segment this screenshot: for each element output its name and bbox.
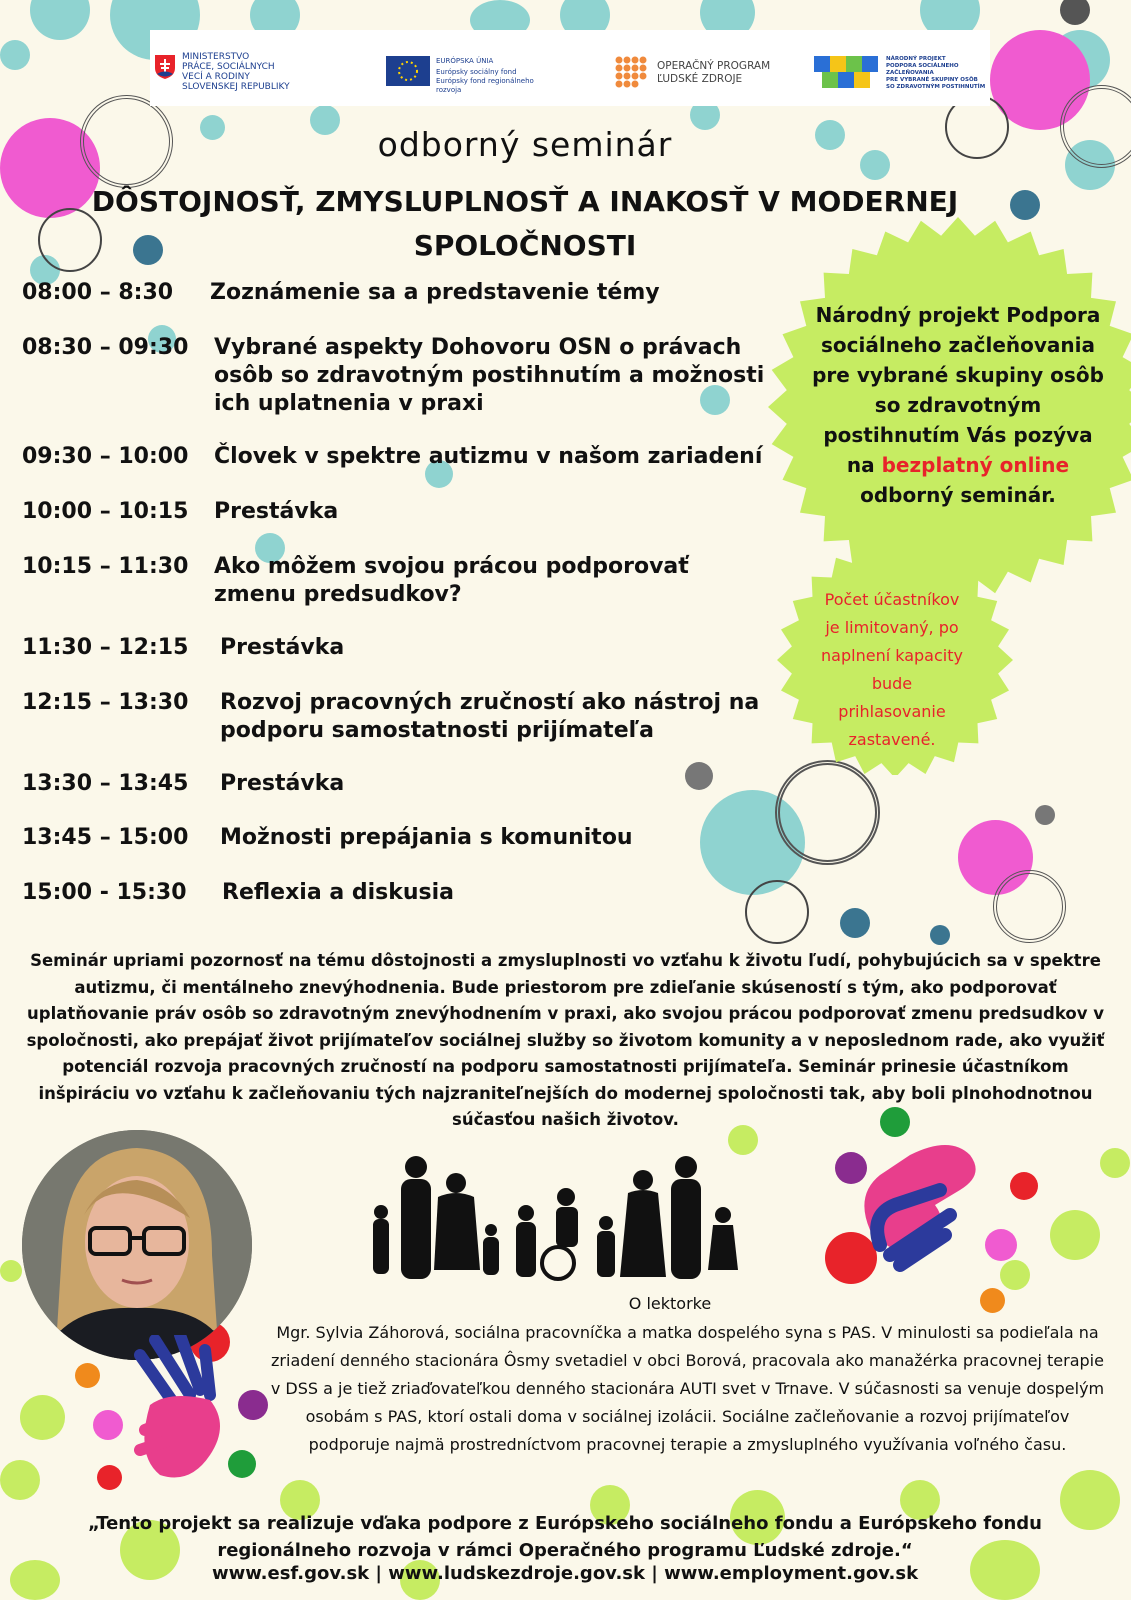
puzzle-icon [814, 52, 882, 90]
schedule-topic: Prestávka [214, 499, 339, 524]
invite-text-lead: Národný projekt Podpora sociálneho začleňovania pre vybrané skupiny osôb so zdravotným postihnutím Vás pozýva na [812, 303, 1104, 477]
schedule-time: 10:00 – 10:15 [22, 499, 189, 524]
page-title: DÔSTOJNOSŤ, ZMYSLUPLNOSŤ A INAKOSŤ V MODERNEJ SPOLOČNOSTI [91, 185, 959, 262]
family-silhouette-icon [366, 1155, 746, 1285]
footer-links: www.esf.gov.sk | www.ludskezdroje.gov.sk | www.employment.gov.sk [211, 1563, 919, 1584]
op-dots-icon [615, 56, 647, 88]
schedule-time: 10:15 – 11:30 [22, 554, 189, 579]
eu-flag-icon [386, 56, 430, 86]
invite-text [808, 300, 1108, 510]
capacity-text: Počet účastníkov je limitovaný, po naplnení kapacity bude prihlasovanie zastavené. [821, 590, 963, 749]
schedule-topic: Človek v spektre autizmu v našom zariadení [214, 444, 763, 469]
invite-highlight: bezplatný online [881, 453, 1070, 477]
schedule-topic: Rozvoj pracovných zručností ako nástroj na podporu samostatnosti prijímateľa [220, 690, 760, 743]
seminar-description: Seminár upriami pozornosť na tému dôstojnosti a zmysluplnosti vo vzťahu k životu ľudí, pohybujúcich sa v spektre autizmu, či mentálneho znevýhodnenia. Bude priestorom pre zdieľanie skúseností s tým, ako podporovať uplatňovanie práv osôb so zdravotným znevýhodnením v praxi, ako svojou prácou podporovať zmenu predsudkov v spoločnosti, ako prepájať život prijímateľov sociálnej služby so životom komunity a v neposlednom rade, ako využiť potenciál rozvoja pracovných zručností na podporu samostatnosti prijímateľa. Seminár prinesie účastníkom inšpiráciu vo vzťahu k začleňovaniu tých najzraniteľnejších do modernej spoločnosti tak, aby boli plnohodnotnou súčasťou našich životov. [26, 951, 1105, 1129]
schedule-topic: Ako môžem svojou prácou podporovať zmenu predsudkov? [214, 554, 689, 607]
schedule-topic: Zoznámenie sa a predstavenie témy [210, 280, 660, 305]
schedule-time: 08:30 – 09:30 [22, 335, 189, 360]
lecturer-portrait-icon [22, 1130, 252, 1360]
schedule-topic: Prestávka [220, 771, 345, 796]
schedule-time: 08:00 – 8:30 [22, 280, 174, 305]
schedule-time: 13:45 – 15:00 [22, 825, 189, 850]
invite-text-tail: odborný seminár. [860, 483, 1056, 507]
schedule-topic: Reflexia a diskusia [222, 880, 454, 905]
schedule-time: 12:15 – 13:30 [22, 690, 189, 715]
hands-illustration-icon [130, 1335, 240, 1485]
slovak-coat-of-arms-icon [154, 54, 176, 80]
lecturer-photo [22, 1130, 252, 1360]
lecturer-bio: Mgr. Sylvia Záhorová, sociálna pracovníčka a matka dospelého syna s PAS. V minulosti sa podieľala na zriadení denného stacionára Ôsmy svetadiel v obci Borová, pracovala ako manažérka pracovnej terapie v DSS a je tiež zriaďovateľkou denného stacionára AUTI svet v Trnave. V súčasnosti sa venuje dospelým osobám s PAS, ktorí ostali doma v sociálnej izolácii. Sociálne začleňovanie a rozvoj prijímateľov podporuje najmä prostredníctvom pracovnej terapie a zmysluplného využívania voľného času. [270, 1323, 1105, 1454]
hands-illustration-icon [840, 1135, 990, 1275]
funding-statement: „Tento projekt sa realizuje vďaka podpore z Európskeho sociálneho fondu a Európskeho fondu regionálneho rozvoja v rámci Operačného programu Ľudské zdroje.“ [88, 1513, 1042, 1561]
logo-bar: MINISTERSTVO PRÁCE, SOCIÁLNYCH VECÍ A RODINY SLOVENSKEJ REPUBLIKY EURÓPSKA ÚNIA Európsky sociálny fond Európsky fond regionálneho rozvoja OPERAČNÝ PROGRAM ĽUDSKÉ ZDROJE NÁRODNÝ PROJEKT PODPORA SOCIÁLNEHO ZAČLEŇOVANIA PRE VYBRANÉ SKUPINY OSÔB SO ZDRAVOTNÝM POSTIHNUTÍM [150, 30, 990, 106]
schedule-topic: Vybrané aspekty Dohovoru OSN o právach osôb so zdravotným postihnutím a možnosti ich uplatnenia v praxi [214, 335, 765, 416]
schedule-time: 11:30 – 12:15 [22, 635, 189, 660]
schedule-topic: Možnosti prepájania s komunitou [220, 825, 633, 850]
schedule-time: 13:30 – 13:45 [22, 771, 189, 796]
lecturer-heading: O lektorke [628, 1294, 712, 1313]
capacity-badge [775, 550, 1035, 775]
invite-badge [768, 212, 1131, 602]
subtitle: odborný seminár [377, 125, 673, 164]
schedule-time: 09:30 – 10:00 [22, 444, 189, 469]
schedule-topic: Prestávka [220, 635, 345, 660]
schedule-time: 15:00 - 15:30 [22, 880, 187, 905]
